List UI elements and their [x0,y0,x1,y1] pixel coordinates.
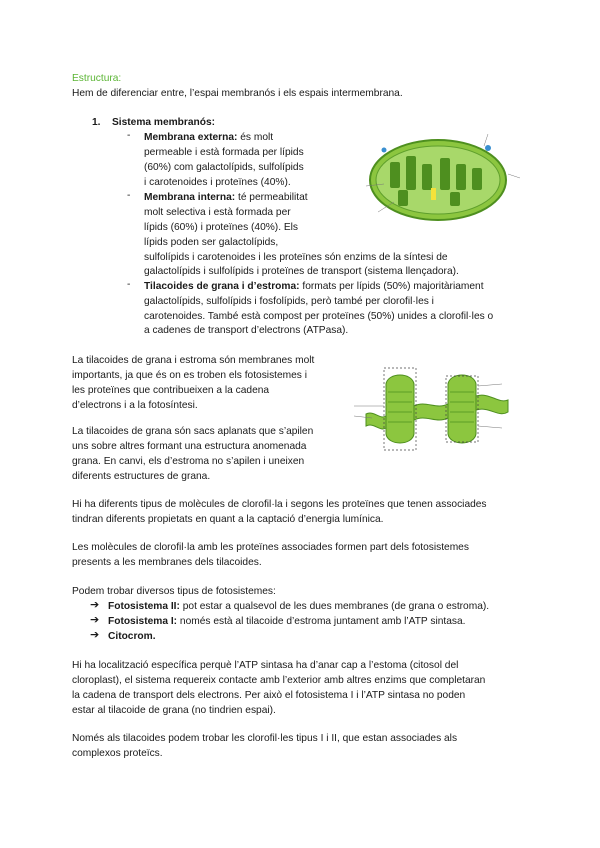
list-item-membrana-externa: Membrana externa: és molt [144,132,274,143]
list-item-line: a cadenes de transport d’electrons (ATPasa). [144,325,349,336]
paragraph-line: presents a les membranes dels tilacoides. [72,557,262,568]
arrow-bullet-icon: ➔ [90,614,100,626]
bullet-dash: - [127,130,131,141]
paragraph-line: La tilacoides de grana i estroma són membranes molt [72,355,315,366]
list-item-line: galactolípids i sulfolípids i proteïnes de transport (sistema llençadora). [144,266,459,277]
list-item-fotosistema-i: Fotosistema I: només està al tilacoide d’estroma juntament amb l’ATP sintasa. [108,616,466,627]
list-item-line: lípids poden ser galactolípids, [144,237,279,248]
arrow-bullet-icon: ➔ [90,629,100,641]
paragraph-line: importants, ja que és on es troben els fotosistemes i [72,370,307,381]
section-label: Estructura: [72,73,122,84]
paragraph-line: les proteïnes que contribueixen a la cadena [72,385,270,396]
list-item-line: lípids (60%) i proteïnes (40%). Els [144,222,299,233]
paragraph-line: d’electrons i a la fotosíntesi. [72,400,198,411]
list-title: Sistema membranós: [112,117,216,128]
intro-text: Hem de diferenciar entre, l’espai membranós i els espais intermembrana. [72,88,403,99]
arrow-bullet-icon: ➔ [90,599,100,611]
paragraph-line: tindran diferents propietats en quant a la captació d’energia lumínica. [72,514,384,525]
paragraph-line: Hi ha localització específica perquè l’ATP sintasa ha d’anar cap a l’estoma (citosol del [72,660,459,671]
bullet-dash: - [127,190,131,201]
paragraph-line: complexos proteïcs. [72,748,163,759]
paragraph-line: uns sobre altres formant una estructura anomenada [72,441,307,452]
list-item-line: carotenoides. També està compost per proteïnes (50%) unides a clorofil·les o [144,311,494,322]
list-item-line: molt selectiva i està formada per [144,207,291,218]
paragraph-line: diferents estructures de grana. [72,471,211,482]
list-item-fotosistema-ii: Fotosistema II: pot estar a qualsevol de les dues membranes (de grana o estroma). [108,601,490,612]
paragraph-line: Només als tilacoides podem trobar les clorofil·les tipus I i II, que estan associades als [72,733,458,744]
bullet-dash: - [127,279,131,290]
list-number: 1. [92,117,101,128]
list-item-line: sulfolípids i carotenoides i les proteïnes són enzims de la síntesi de [144,252,448,263]
list-item-line: (60%) com galactolípids, sulfolípids [144,162,304,173]
list-item-line: galactolípids, sulfolípids i fosfolípids, però també per clorofil·les i [144,296,434,307]
list-item-citocrom: Citocrom. [108,631,156,642]
paragraph-line: Hi ha diferents tipus de molècules de clorofil·la i segons les proteïnes que tenen associades [72,499,487,510]
chloroplast-diagram [338,128,546,228]
paragraph-line: estar al tilacoide de grana (no tindrien espai). [72,705,276,716]
paragraph-line: cloroplast), el sistema requereix contacte amb l’exterior amb altres enzims que completaran [72,675,486,686]
list-item-membrana-interna: Membrana interna: té permeabilitat [144,192,308,203]
grana-diagram [352,362,530,456]
paragraph-line: la cadena de transport dels electrons. Per això el fotosistema I i l’ATP sintasa no poden [72,690,466,701]
paragraph-line: grana. En canvi, els d’estroma no s’apilen i uneixen [72,456,305,467]
list-item-line: permeable i està formada per lípids [144,147,304,158]
list-item-line: i carotenoides i proteïnes (40%). [144,177,291,188]
paragraph-line: La tilacoides de grana són sacs aplanats que s’apilen [72,426,314,437]
paragraph-line: Podem trobar diversos tipus de fotosistemes: [72,586,276,597]
paragraph-line: Les molècules de clorofil·la amb les proteïnes associades formen part dels fotosistemes [72,542,469,553]
list-item-tilacoides: Tilacoides de grana i d’estroma: formats per lípids (50%) majoritàriament [144,281,484,292]
